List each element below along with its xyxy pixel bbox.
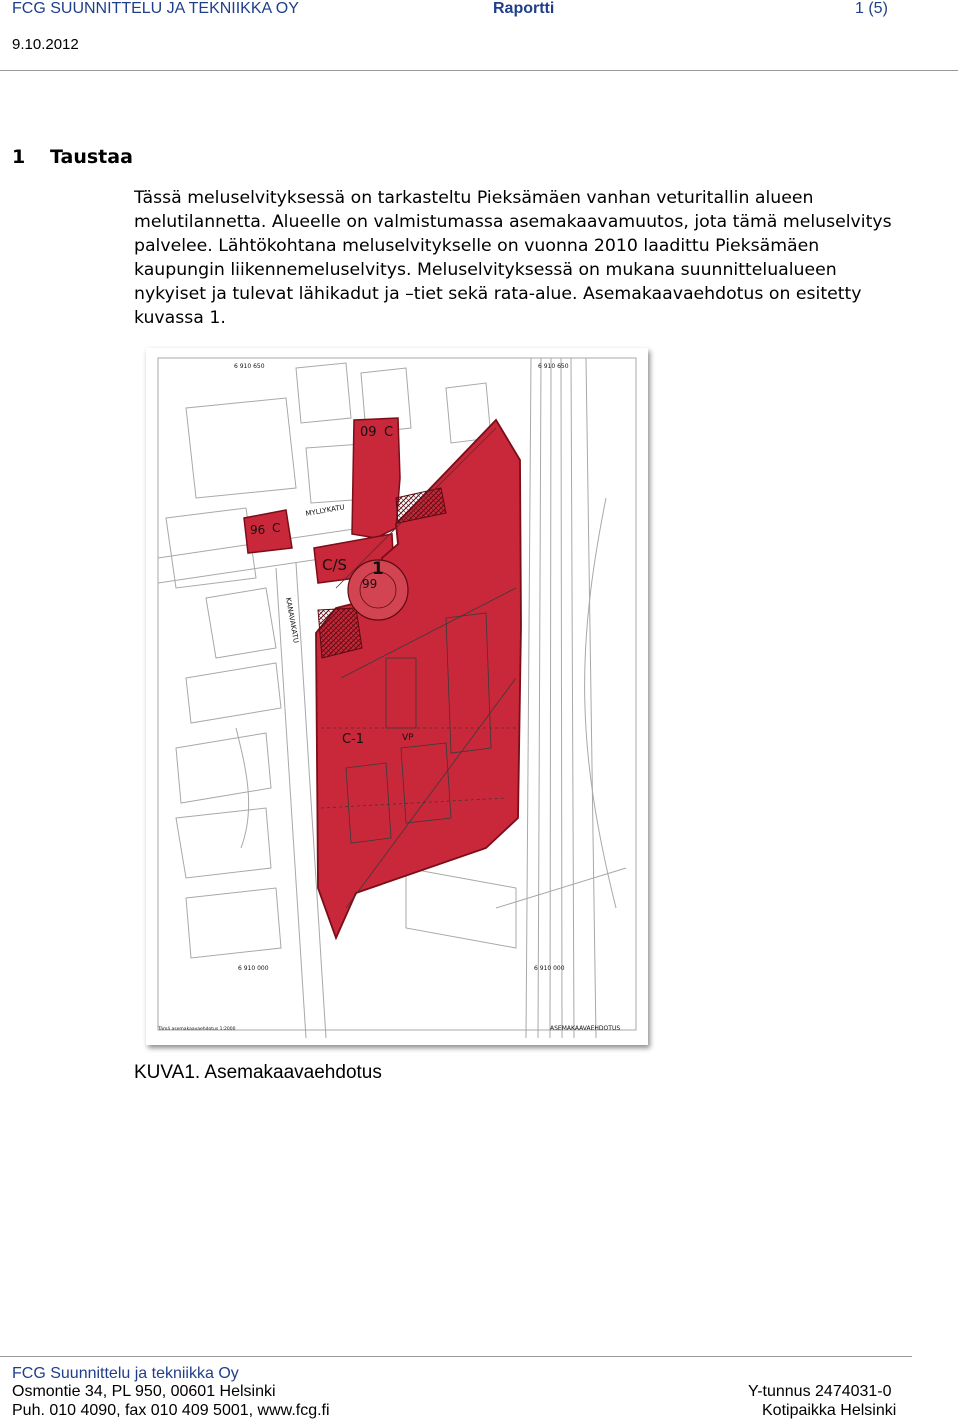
body-line: melutilannetta. Alueelle on valmistumassa asemakaavamuutos, jota tämä meluselvitys bbox=[134, 212, 892, 232]
body-line: Tässä meluselvityksessä on tarkasteltu Pieksämäen vanhan veturitallin alueen bbox=[134, 188, 814, 208]
body-line: kaupungin liikennemeluselvitys. Meluselvityksessä on mukana suunnittelualueen bbox=[134, 260, 837, 280]
body-line: palvelee. Lähtökohtana meluselvitykselle on vuonna 2010 laadittu Pieksämäen bbox=[134, 236, 820, 256]
label-block-96: 96 bbox=[250, 523, 266, 537]
header-date: 9.10.2012 bbox=[12, 36, 79, 53]
section-number: 1 bbox=[12, 146, 26, 168]
header-divider bbox=[0, 70, 958, 71]
label-street-kanavakatu: KANAVAKATU bbox=[284, 596, 300, 644]
zoning-plan-map bbox=[146, 348, 648, 1045]
label-block-c-top: C bbox=[384, 425, 394, 440]
section-title: Taustaa bbox=[50, 146, 133, 168]
label-coord-bottom-left: 6 910 000 bbox=[238, 965, 269, 972]
label-block-c-left: C bbox=[272, 521, 281, 535]
header-page-number: 1 (5) bbox=[855, 0, 888, 17]
label-block-09: 09 bbox=[360, 425, 377, 440]
label-street-myllykatu: MYLLYKATU bbox=[304, 503, 346, 518]
footer-divider bbox=[0, 1356, 912, 1357]
label-plan-footnote: Tämä asemakaavaehdotus 1:2000 bbox=[158, 1027, 236, 1032]
footer-business-id: Y-tunnus 2474031-0 bbox=[748, 1383, 892, 1400]
label-block-99: 99 bbox=[362, 577, 378, 591]
label-plan-stamp: ASEMAKAAVAEHDOTUS bbox=[550, 1025, 621, 1032]
figure-caption: KUVA1. Asemakaavaehdotus bbox=[134, 1062, 382, 1083]
footer-domicile: Kotipaikka Helsinki bbox=[762, 1402, 897, 1419]
footer-address: Osmontie 34, PL 950, 00601 Helsinki bbox=[12, 1383, 276, 1400]
header-doc-type: Raportti bbox=[493, 0, 555, 17]
footer-phone: Puh. 010 4090, fax 010 409 5001, www.fcg.fi bbox=[12, 1402, 330, 1419]
zoning-plan-figure bbox=[146, 348, 648, 1045]
body-paragraph bbox=[134, 186, 934, 330]
header-company: FCG SUUNNITTELU JA TEKNIIKKA OY bbox=[12, 0, 299, 17]
label-coord-bottom-right: 6 910 000 bbox=[534, 965, 565, 972]
label-block-1: 1 bbox=[372, 559, 384, 579]
label-zone-c1: C-1 bbox=[342, 732, 365, 747]
label-coord-top-left: 6 910 650 bbox=[234, 363, 265, 370]
section-heading bbox=[12, 146, 133, 168]
footer-company: FCG Suunnittelu ja tekniikka Oy bbox=[12, 1365, 239, 1382]
body-line: nykyiset ja tulevat lähikadut ja –tiet sekä rata-alue. Asemakaavaehdotus on esitetty bbox=[134, 284, 862, 304]
body-line: kuvassa 1. bbox=[134, 308, 226, 328]
label-zone-vp: VP bbox=[402, 733, 414, 743]
label-block-cs: C/S bbox=[322, 556, 348, 574]
label-coord-top-right: 6 910 650 bbox=[538, 363, 569, 370]
